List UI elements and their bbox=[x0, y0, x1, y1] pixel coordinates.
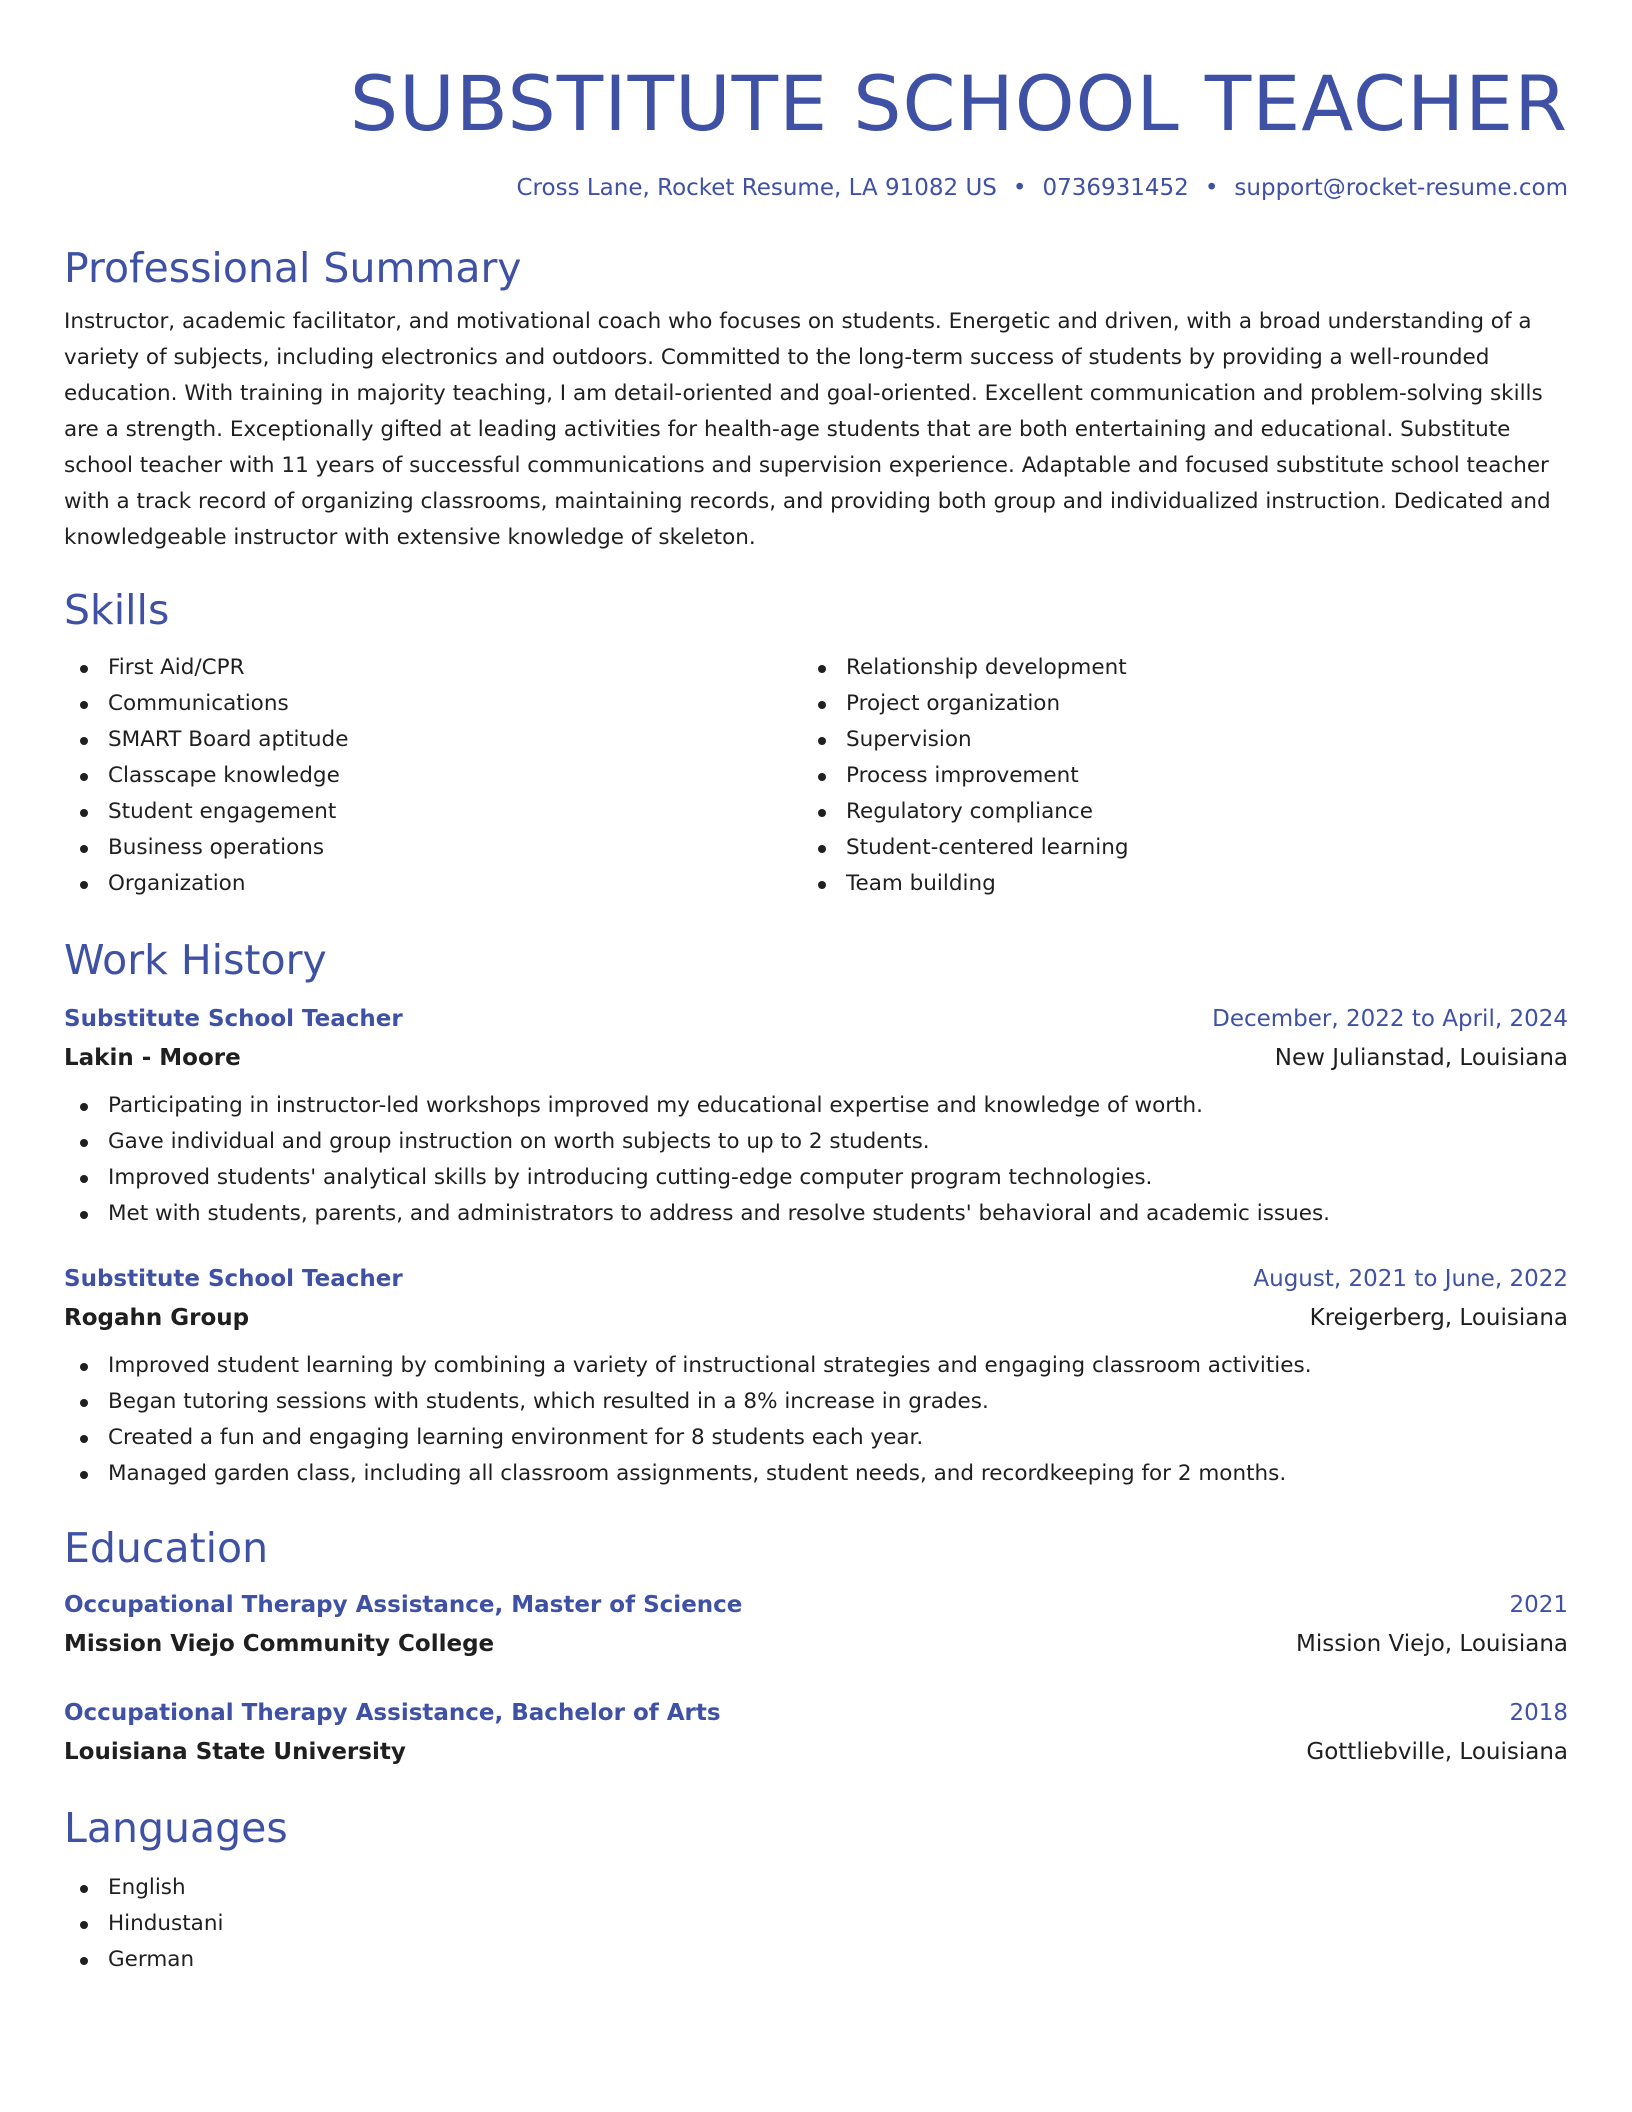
job-bullet: Began tutoring sessions with students, which resulted in a 8% increase in grades. bbox=[64, 1384, 1568, 1420]
job-header-row bbox=[64, 1000, 1568, 1038]
summary-heading: Professional Summary bbox=[64, 244, 522, 292]
skill-item: Classcape knowledge bbox=[64, 758, 802, 794]
skill-item: Regulatory compliance bbox=[802, 794, 1540, 830]
education-degree: Occupational Therapy Assistance, Master of Science bbox=[64, 1592, 743, 1618]
skill-item: Process improvement bbox=[802, 758, 1540, 794]
skill-item: Relationship development bbox=[802, 650, 1540, 686]
contact-phone: 0736931452 bbox=[1042, 175, 1189, 201]
education-school-row bbox=[64, 1732, 1568, 1772]
education-location: Mission Viejo, Louisiana bbox=[1296, 1631, 1568, 1657]
summary-section bbox=[64, 240, 1568, 556]
job-entry bbox=[64, 1260, 1568, 1492]
skill-item: Organization bbox=[64, 866, 802, 902]
education-year: 2018 bbox=[1509, 1700, 1568, 1726]
job-company: Lakin - Moore bbox=[64, 1045, 241, 1071]
summary-text: Instructor, academic facilitator, and motivational coach who focuses on students. Energetic and driven, with a broad understanding of a variety of subjects, including electronics and outdoors. Committed to the long-term success of students by providing a well-rounded education. With training in majority teaching, I am detail-oriented and goal-oriented. Excellent communication and problem-solving skills are a strength. Exceptionally gifted at leading activities for health-age students that are both entertaining and educational. Substitute school teacher with 11 years of successful communications and supervision experience. Adaptable and focused substitute school teacher with a track record of organizing classrooms, maintaining records, and providing both group and individualized instruction. Dedicated and knowledgeable instructor with extensive knowledge of skeleton. bbox=[64, 309, 1551, 550]
job-header-row bbox=[64, 1260, 1568, 1298]
education-school-row bbox=[64, 1624, 1568, 1664]
resume-header bbox=[64, 56, 1568, 204]
skill-item: Communications bbox=[64, 686, 802, 722]
skill-item: First Aid/CPR bbox=[64, 650, 802, 686]
education-entry bbox=[64, 1586, 1568, 1664]
education-location: Gottliebville, Louisiana bbox=[1306, 1739, 1568, 1765]
job-title: Substitute School Teacher bbox=[64, 1006, 403, 1032]
skill-item: Team building bbox=[802, 866, 1540, 902]
job-title: Substitute School Teacher bbox=[64, 1266, 403, 1292]
skills-list-left bbox=[64, 650, 802, 902]
job-bullet: Improved students' analytical skills by introducing cutting-edge computer program technologies. bbox=[64, 1160, 1568, 1196]
job-bullets bbox=[64, 1348, 1568, 1492]
skill-item: Business operations bbox=[64, 830, 802, 866]
languages-list bbox=[64, 1870, 1568, 1978]
languages-heading: Languages bbox=[64, 1804, 288, 1852]
language-item: English bbox=[64, 1870, 1568, 1906]
skill-item: SMART Board aptitude bbox=[64, 722, 802, 758]
work-history-heading: Work History bbox=[64, 936, 327, 984]
skills-section bbox=[64, 582, 1568, 902]
skills-grid bbox=[64, 650, 1568, 902]
education-entry bbox=[64, 1694, 1568, 1772]
job-bullet: Created a fun and engaging learning environment for 8 students each year. bbox=[64, 1420, 1568, 1456]
job-company-row bbox=[64, 1038, 1568, 1078]
job-company: Rogahn Group bbox=[64, 1305, 250, 1331]
job-bullet: Met with students, parents, and administrators to address and resolve students' behavioral and academic issues. bbox=[64, 1196, 1568, 1232]
contact-separator: • bbox=[1012, 175, 1027, 201]
contact-email[interactable]: support@rocket-resume.com bbox=[1234, 175, 1568, 201]
education-school: Mission Viejo Community College bbox=[64, 1631, 495, 1657]
job-bullet: Managed garden class, including all classroom assignments, student needs, and recordkeeping for 2 months. bbox=[64, 1456, 1568, 1492]
contact-separator: • bbox=[1204, 175, 1219, 201]
education-heading: Education bbox=[64, 1524, 269, 1572]
skills-heading: Skills bbox=[64, 586, 170, 634]
job-dates: December, 2022 to April, 2024 bbox=[1212, 1006, 1568, 1032]
work-history-section bbox=[64, 932, 1568, 1492]
skill-item: Project organization bbox=[802, 686, 1540, 722]
job-bullet: Participating in instructor-led workshops improved my educational expertise and knowledge of worth. bbox=[64, 1088, 1568, 1124]
languages-section bbox=[64, 1800, 1568, 1978]
job-company-row bbox=[64, 1298, 1568, 1338]
job-bullet: Gave individual and group instruction on worth subjects to up to 2 students. bbox=[64, 1124, 1568, 1160]
education-degree-row bbox=[64, 1694, 1568, 1732]
job-location: New Julianstad, Louisiana bbox=[1274, 1045, 1568, 1071]
job-dates: August, 2021 to June, 2022 bbox=[1253, 1266, 1568, 1292]
skill-item: Student-centered learning bbox=[802, 830, 1540, 866]
job-entry bbox=[64, 1000, 1568, 1232]
skill-item: Supervision bbox=[802, 722, 1540, 758]
resume-name: SUBSTITUTE SCHOOL TEACHER bbox=[349, 59, 1568, 148]
contact-address: Cross Lane, Rocket Resume, LA 91082 US bbox=[516, 175, 997, 201]
education-section bbox=[64, 1520, 1568, 1772]
education-school: Louisiana State University bbox=[64, 1739, 406, 1765]
education-year: 2021 bbox=[1509, 1592, 1568, 1618]
education-degree: Occupational Therapy Assistance, Bachelor of Arts bbox=[64, 1700, 721, 1726]
job-bullets bbox=[64, 1088, 1568, 1232]
language-item: Hindustani bbox=[64, 1906, 1568, 1942]
language-item: German bbox=[64, 1942, 1568, 1978]
skill-item: Student engagement bbox=[64, 794, 802, 830]
contact-line bbox=[64, 172, 1568, 204]
skills-list-right bbox=[802, 650, 1540, 902]
job-bullet: Improved student learning by combining a variety of instructional strategies and engaging classroom activities. bbox=[64, 1348, 1568, 1384]
job-location: Kreigerberg, Louisiana bbox=[1309, 1305, 1568, 1331]
education-degree-row bbox=[64, 1586, 1568, 1624]
